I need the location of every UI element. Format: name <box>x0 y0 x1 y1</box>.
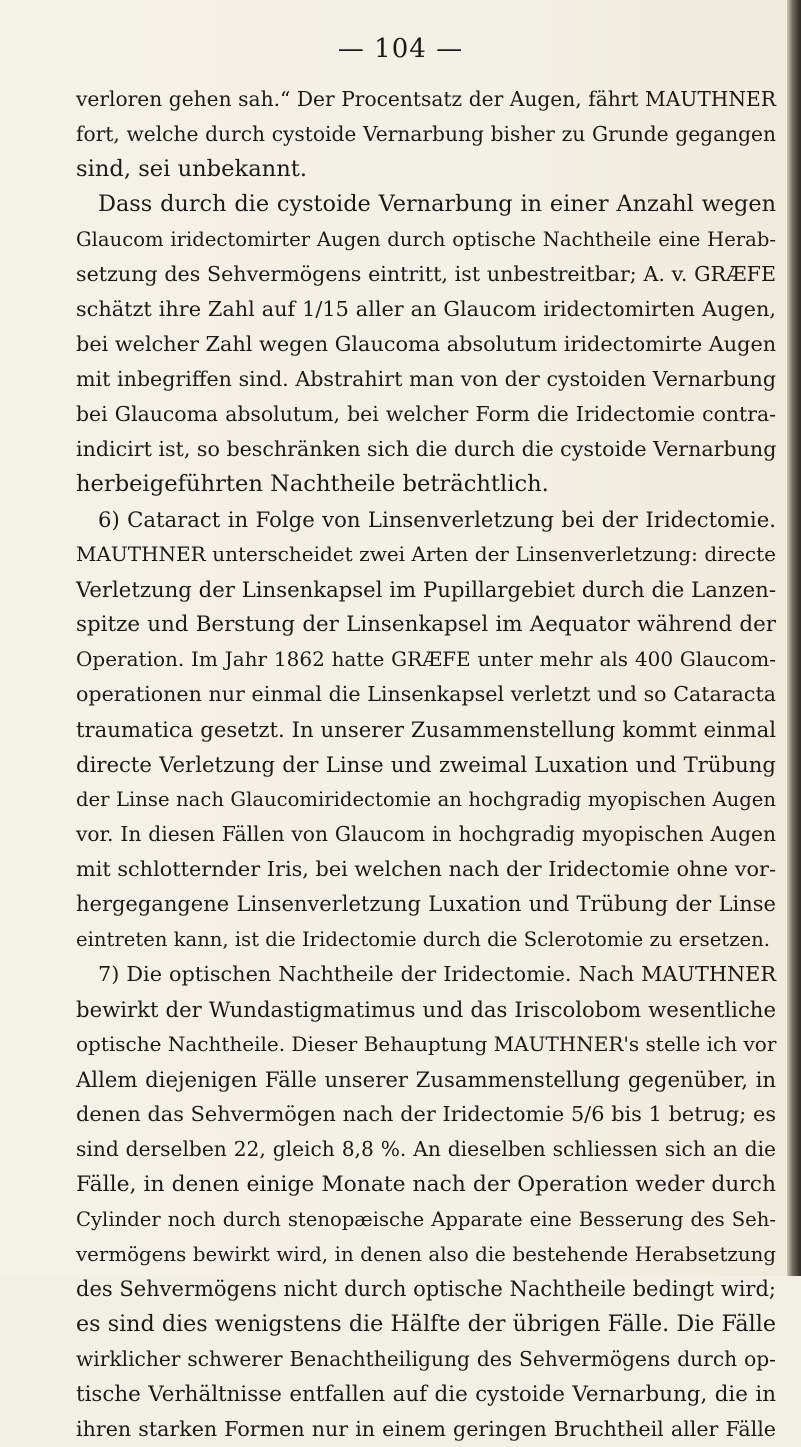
text-line: directe Verletzung der Linse und zweimal Luxation und Trübung <box>76 752 776 777</box>
text-line: Glaucom iridectomirter Augen durch optische Nachtheile eine Herab- <box>76 228 776 251</box>
text-line: es sind dies wenigstens die Hälfte der übrigen Fälle. Die Fälle <box>76 1311 776 1337</box>
text-line: indicirt ist, so beschränken sich die durch die cystoide Vernarbung <box>76 437 777 461</box>
text-line: schätzt ihre Zahl auf 1/15 aller an Glaucom iridectomirten Augen, <box>76 297 776 321</box>
text-line: 7) Die optischen Nachtheile der Iridectomie. Nach MAUTHNER <box>98 962 776 986</box>
text-line: Dass durch die cystoide Vernarbung in einer Anzahl wegen <box>98 191 776 217</box>
text-line: hergegangene Linsenverletzung Luxation und Trübung der Linse <box>76 892 776 916</box>
text-line: der Linse nach Glaucomiridectomie an hochgradig myopischen Augen <box>76 788 776 811</box>
text-line: Fälle, in denen einige Monate nach der Operation weder durch <box>76 1172 776 1197</box>
text-line: traumatica gesetzt. In unserer Zusammenstellung kommt einmal <box>76 717 776 742</box>
page-number: — 104 — <box>337 34 464 64</box>
text-line: bewirkt der Wundastigmatimus und das Iriscolobom wesentliche <box>76 997 776 1022</box>
text-line: Verletzung der Linsenkapsel im Pupillargebiet durch die Lanzen- <box>76 577 776 602</box>
text-line: wirklicher schwerer Benachtheiligung des Sehvermögens durch op- <box>76 1347 776 1371</box>
body-text <box>76 82 776 1447</box>
text-line: tische Verhältnisse entfallen auf die cystoide Vernarbung, die in <box>76 1382 776 1407</box>
text-line: mit inbegriffen sind. Abstrahirt man von der cystoiden Vernarbung <box>76 367 776 391</box>
text-line: optische Nachtheile. Dieser Behauptung MAUTHNER's stelle ich vor <box>76 1032 777 1056</box>
text-line: sind derselben 22, gleich 8,8 %. An dieselben schliessen sich an die <box>76 1137 776 1161</box>
text-line: Cylinder noch durch stenopæische Apparate eine Besserung des Seh- <box>76 1208 776 1231</box>
text-line: 6) Cataract in Folge von Linsenverletzung bei der Iridectomie. <box>98 507 776 532</box>
text-line: ihren starken Formen nur in einem geringen Bruchtheil aller Fälle <box>76 1417 776 1441</box>
text-line: Operation. Im Jahr 1862 hatte GRÆFE unter mehr als 400 Glaucom- <box>76 647 776 671</box>
page-edge-shadow <box>787 0 801 1276</box>
text-line: fort, welche durch cystoide Vernarbung bisher zu Grunde gegangen <box>76 122 776 146</box>
text-line: verloren gehen sah.“ Der Procentsatz der Augen, fährt MAUTHNER <box>76 87 776 111</box>
text-line: eintreten kann, ist die Iridectomie durch die Sclerotomie zu ersetzen. <box>76 928 770 951</box>
text-line: bei welcher Zahl wegen Glaucoma absolutum iridectomirte Augen <box>76 332 777 356</box>
text-line: herbeigeführten Nachtheile beträchtlich. <box>76 471 549 497</box>
text-line: vermögens bewirkt wird, in denen also die bestehende Herabsetzung <box>76 1243 776 1266</box>
text-line: Allem diejenigen Fälle unserer Zusammenstellung gegenüber, in <box>76 1067 776 1092</box>
text-line: operationen nur einmal die Linsenkapsel verletzt und so Cataracta <box>76 682 776 706</box>
text-line: bei Glaucoma absolutum, bei welcher Form die Iridectomie contra- <box>76 402 776 426</box>
text-line: vor. In diesen Fällen von Glaucom in hochgradig myopischen Augen <box>76 822 776 846</box>
text-line: sind, sei unbekannt. <box>76 156 308 182</box>
text-line: des Sehvermögens nicht durch optische Nachtheile bedingt wird; <box>76 1277 776 1301</box>
text-line: spitze und Berstung der Linsenkapsel im Aequator während der <box>76 612 776 637</box>
text-line: denen das Sehvermögen nach der Iridectomie 5/6 bis 1 betrug; es <box>76 1102 776 1126</box>
text-line: mit schlotternder Iris, bei welchen nach der Iridectomie ohne vor- <box>76 857 776 881</box>
text-line: MAUTHNER unterscheidet zwei Arten der Linsenverletzung: directe <box>76 542 776 566</box>
text-line: setzung des Sehvermögens eintritt, ist unbestreitbar; A. v. GRÆFE <box>76 262 776 286</box>
